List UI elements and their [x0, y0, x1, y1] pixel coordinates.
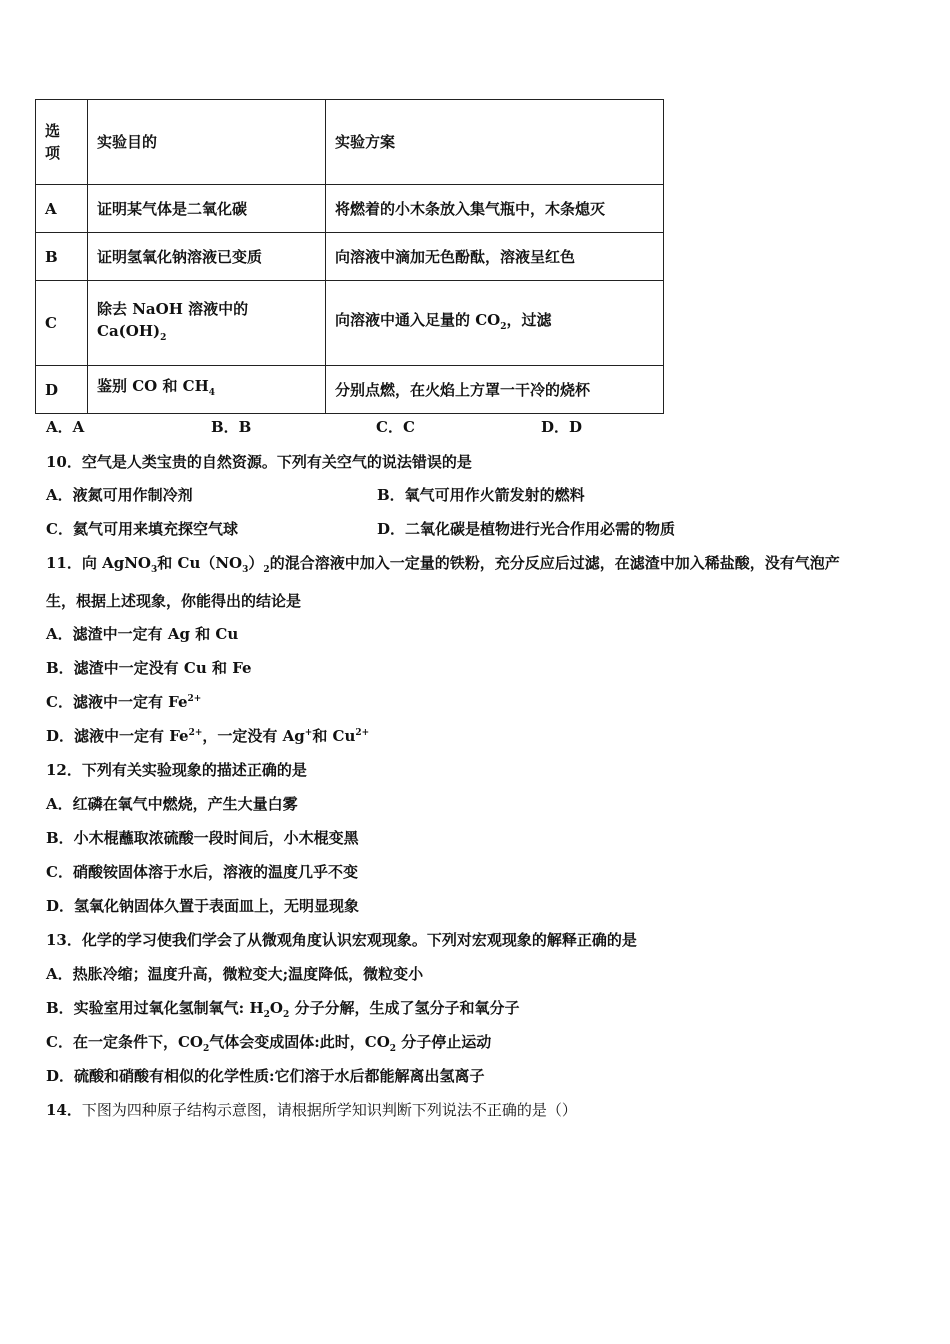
text: 11．向 AgNO [46, 554, 152, 572]
row-purpose [88, 281, 326, 366]
q10-choices-row1 [46, 484, 708, 505]
header-option [36, 100, 88, 185]
plan-tail: ，过滤 [506, 310, 552, 329]
text: B．实验室用过氧化氢制氧气: H [46, 999, 264, 1017]
subscript: 2 [202, 1044, 210, 1054]
purpose-line2 [97, 321, 167, 343]
q11-stem-line1 [46, 552, 840, 575]
row-option: C [36, 281, 88, 366]
header-plan: 实验方案 [326, 100, 664, 185]
q12-choice-a[interactable]: A．红磷在氧气中燃烧，产生大量白雾 [46, 795, 298, 813]
table-row [36, 185, 664, 233]
row-purpose [88, 366, 326, 414]
plan-text: 向溶液中通入足量的 CO [335, 310, 501, 329]
q10-choices-row2 [46, 518, 708, 539]
subscript: 2 [160, 332, 167, 343]
q11-choice-d[interactable] [46, 725, 369, 746]
superscript: 2+ [355, 728, 370, 738]
q10-stem: 10．空气是人类宝贵的自然资源。下列有关空气的说法错误的是 [46, 453, 472, 471]
q14-stem [46, 1099, 577, 1120]
q13-choice-d[interactable]: D．硫酸和硝酸有相似的化学性质:它们溶于水后都能解离出氢离子 [46, 1067, 485, 1085]
q12-choice-d[interactable]: D．氢氧化钠固体久置于表面皿上，无明显现象 [46, 897, 360, 915]
q13-choice-b[interactable] [46, 997, 519, 1020]
table-row [36, 233, 664, 281]
text: ，一定没有 Ag [202, 727, 305, 745]
text: 和 Cu [312, 727, 356, 745]
subscript: 2 [282, 1010, 290, 1020]
subscript: 2 [263, 565, 270, 575]
choice-b[interactable]: B．B [211, 418, 252, 436]
text: C．滤液中一定有 Fe [46, 693, 188, 711]
q13-stem: 13．化学的学习使我们学会了从微观角度认识宏观现象。下列对宏观现象的解释正确的是 [46, 931, 637, 949]
text: 气体会变成固体:此时，CO [209, 1033, 390, 1051]
row-purpose: 证明某气体是二氧化碳 [88, 185, 326, 233]
superscript: + [304, 728, 313, 738]
experiment-table [35, 99, 664, 414]
subscript: 3 [151, 565, 158, 575]
choice-c[interactable]: C．C [376, 418, 415, 436]
subscript: 3 [242, 565, 249, 575]
row-plan: 将燃着的小木条放入集气瓶中，木条熄灭 [326, 185, 664, 233]
row-option: A [36, 185, 88, 233]
row-plan: 向溶液中滴加无色酚酞，溶液呈红色 [326, 233, 664, 281]
row-option: B [36, 233, 88, 281]
choice-c[interactable]: C．氦气可用来填充探空气球 [46, 520, 238, 538]
text: D．滤液中一定有 Fe [46, 727, 189, 745]
table-row [36, 281, 664, 366]
row-purpose: 证明氢氧化钠溶液已变质 [88, 233, 326, 281]
row-plan [326, 281, 664, 366]
q9-choices [46, 416, 706, 437]
header-option-line2: 项 [45, 144, 61, 162]
text: 下图为四种原子结构示意图，请根据所学知识判断下列说法不正确的是（） [81, 1101, 577, 1119]
table-row [36, 366, 664, 414]
text: C．在一定条件下，CO [46, 1033, 203, 1051]
text: 和 Cu（NO [157, 554, 243, 572]
q13-choice-c[interactable] [46, 1031, 491, 1054]
text: 的混合溶液中加入一定量的铁粉，充分反应后过滤，在滤渣中加入稀盐酸，没有气泡产 [269, 554, 840, 572]
header-option-line1: 选 [45, 122, 61, 140]
text: 分子停止运动 [396, 1033, 492, 1051]
choice-b[interactable]: B．氧气可用作火箭发射的燃料 [377, 486, 585, 504]
subscript: 2 [500, 321, 507, 332]
subscript: 4 [208, 388, 216, 398]
q12-choice-b[interactable]: B．小木棍蘸取浓硫酸一段时间后，小木棍变黑 [46, 829, 359, 847]
choice-a[interactable]: A．液氮可用作制冷剂 [46, 486, 193, 504]
q11-stem-line2: 生，根据上述现象，你能得出的结论是 [46, 592, 302, 610]
text: 分子分解，生成了氢分子和氧分子 [289, 999, 520, 1017]
choice-d[interactable]: D．D [541, 418, 583, 436]
q12-stem: 12．下列有关实验现象的描述正确的是 [46, 761, 307, 779]
purpose-text: 鉴别 CO 和 CH [97, 377, 209, 395]
table-header-row [36, 100, 664, 185]
q11-choice-a[interactable]: A．滤渣中一定有 Ag 和 Cu [46, 625, 239, 643]
subscript: 2 [389, 1044, 397, 1054]
purpose-line1: 除去 NaOH 溶液中的 [97, 299, 249, 318]
q12-choice-c[interactable]: C．硝酸铵固体溶于水后，溶液的温度几乎不变 [46, 863, 358, 881]
choice-d[interactable]: D．二氧化碳是植物进行光合作用必需的物质 [377, 520, 676, 538]
header-purpose: 实验目的 [88, 100, 326, 185]
text: O [269, 999, 283, 1017]
q11-choice-c[interactable] [46, 691, 201, 712]
superscript: 2+ [188, 728, 203, 738]
q13-choice-a[interactable]: A．热胀冷缩；温度升高，微粒变大;温度降低，微粒变小 [46, 965, 424, 983]
superscript: 2+ [187, 694, 202, 704]
formula-text: Ca(OH) [97, 321, 161, 340]
subscript: 2 [263, 1010, 270, 1020]
text: ） [248, 554, 264, 572]
question-number: 14． [46, 1101, 82, 1119]
q11-choice-b[interactable]: B．滤渣中一定没有 Cu 和 Fe [46, 659, 252, 677]
row-plan: 分别点燃，在火焰上方罩一干冷的烧杯 [326, 366, 664, 414]
choice-a[interactable]: A．A [46, 418, 85, 436]
row-option: D [36, 366, 88, 414]
